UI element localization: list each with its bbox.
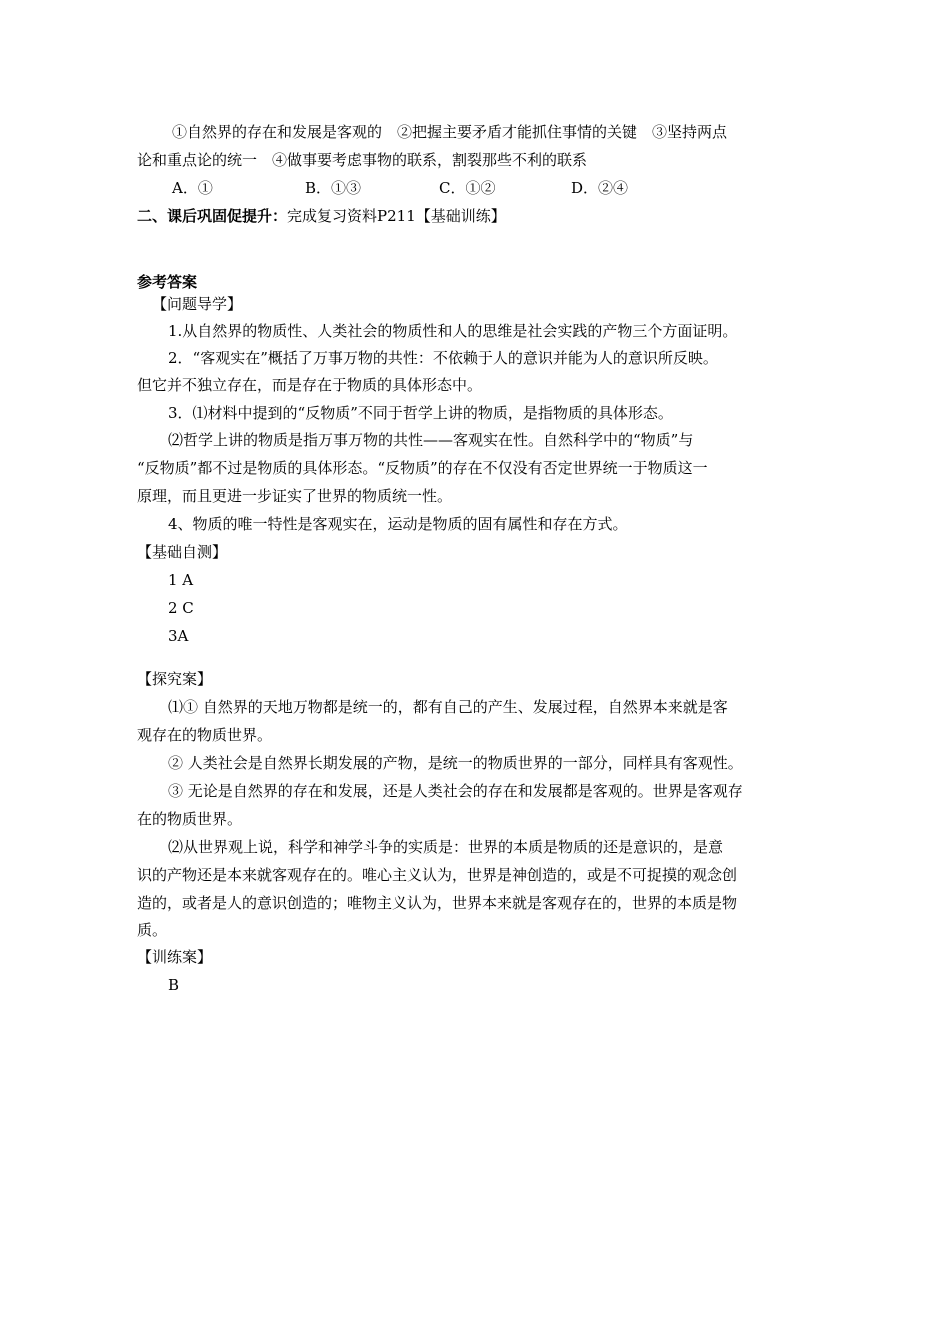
option-b: B．①③: [305, 179, 362, 197]
xunlian-answer: B: [168, 976, 180, 994]
tanjiu-line-2: 观存在的物质世界。: [137, 726, 273, 744]
xunlian-heading: 【训练案】: [137, 948, 213, 966]
option-d: D．②④: [571, 179, 629, 197]
answers-title: 参考答案: [137, 273, 198, 291]
jichu-item-3: 3A: [168, 627, 189, 645]
option-a: A．①: [172, 179, 213, 197]
wenti-line-1: 1.从自然界的物质性、人类社会的物质性和人的思维是社会实践的产物三个方面证明。: [168, 322, 738, 340]
tanjiu-line-7: 识的产物还是本来就客观存在的。唯心主义认为，世界是神创造的，或是不可捉摸的观念创: [137, 866, 738, 884]
jichu-item-2: 2 C: [168, 599, 194, 617]
wenti-line-4: 3．⑴材料中提到的“反物质”不同于哲学上讲的物质，是指物质的具体形态。: [168, 404, 673, 422]
wenti-line-8: 4、物质的唯一特性是客观实在，运动是物质的固有属性和存在方式。: [168, 515, 628, 533]
question-line-2: 论和重点论的统一 ④做事要考虑事物的联系，割裂那些不利的联系: [137, 151, 588, 169]
wenti-line-6: “反物质”都不过是物质的具体形态。“反物质”的存在不仅没有否定世界统一于物质这一: [137, 459, 708, 477]
section-2: [137, 206, 506, 226]
tanjiu-line-6: ⑵从世界观上说，科学和神学斗争的实质是：世界的本质是物质的还是意识的，是意: [168, 838, 724, 856]
wenti-line-7: 原理，而且更进一步证实了世界的物质统一性。: [137, 487, 453, 505]
jichu-item-1: 1 A: [168, 571, 194, 589]
section-2-heading: 二、课后巩固促提升：: [137, 207, 288, 225]
wenti-line-5: ⑵哲学上讲的物质是指万事万物的共性——客观实在性。自然科学中的“物质”与: [168, 431, 694, 449]
tanjiu-line-4: ③ 无论是自然界的存在和发展，还是人类社会的存在和发展都是客观的。世界是客观存: [168, 782, 743, 800]
tanjiu-line-1: ⑴① 自然界的天地万物都是统一的，都有自己的产生、发展过程，自然界本来就是客: [168, 698, 728, 716]
tanjiu-heading: 【探究案】: [137, 670, 213, 688]
tanjiu-line-5: 在的物质世界。: [137, 810, 243, 828]
tanjiu-line-3: ② 人类社会是自然界长期发展的产物，是统一的物质世界的一部分，同样具有客观性。: [168, 754, 743, 772]
tanjiu-line-8: 造的，或者是人的意识创造的；唯物主义认为，世界本来就是客观存在的，世界的本质是物: [137, 894, 738, 912]
section-2-text: 完成复习资料P211【基础训练】: [287, 207, 506, 225]
jichu-heading: 【基础自测】: [137, 543, 228, 561]
question-line-1: ①自然界的存在和发展是客观的 ②把握主要矛盾才能抓住事情的关键 ③坚持两点: [172, 123, 728, 141]
wenti-heading: 【问题导学】: [152, 295, 243, 313]
wenti-line-3: 但它并不独立存在，而是存在于物质的具体形态中。: [137, 376, 483, 394]
question-options: [172, 178, 628, 198]
tanjiu-line-9: 质。: [137, 921, 168, 939]
wenti-line-2: 2．“客观实在”概括了万事万物的共性：不依赖于人的意识并能为人的意识所反映。: [168, 349, 718, 367]
option-c: C．①②: [439, 179, 496, 197]
